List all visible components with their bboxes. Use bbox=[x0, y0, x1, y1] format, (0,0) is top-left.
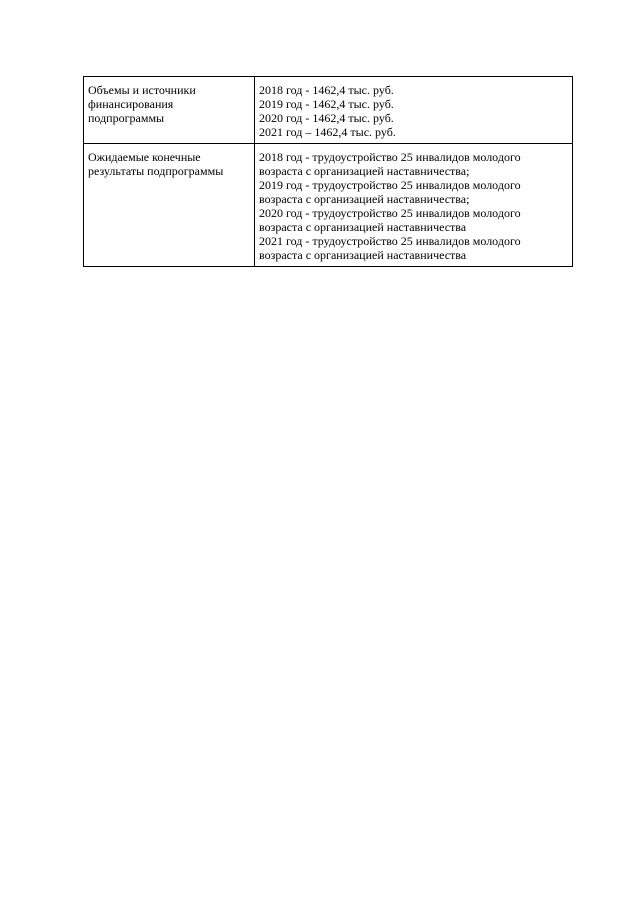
funding-label-cell bbox=[84, 77, 255, 144]
results-value-line: возраста с организацией наставничества; bbox=[259, 192, 470, 206]
results-value-line: возраста с организацией наставничества; bbox=[259, 164, 470, 178]
funding-value-cell bbox=[255, 77, 573, 144]
results-label-line: результаты подпрограммы bbox=[88, 164, 224, 178]
funding-value-line: 2018 год - 1462,4 тыс. руб. bbox=[259, 83, 394, 97]
subprogram-passport-table bbox=[83, 76, 573, 267]
funding-label-line: подпрограммы bbox=[88, 111, 165, 125]
results-value-line: возраста с организацией наставничества bbox=[259, 220, 467, 234]
funding-value-line: 2021 год – 1462,4 тыс. руб. bbox=[259, 125, 396, 139]
results-value-line: 2021 год - трудоустройство 25 инвалидов молодого bbox=[259, 234, 521, 248]
results-value-line: 2020 год - трудоустройство 25 инвалидов молодого bbox=[259, 206, 521, 220]
results-value-line: 2018 год - трудоустройство 25 инвалидов молодого bbox=[259, 150, 521, 164]
table-row-funding bbox=[84, 77, 573, 144]
results-label-line: Ожидаемые конечные bbox=[88, 150, 201, 164]
funding-label-line: Объемы и источники bbox=[88, 83, 196, 97]
results-value-line: возраста с организацией наставничества bbox=[259, 248, 467, 262]
funding-value-line: 2020 год - 1462,4 тыс. руб. bbox=[259, 111, 394, 125]
results-label-cell bbox=[84, 144, 255, 267]
table-row-results bbox=[84, 144, 573, 267]
results-value-cell bbox=[255, 144, 573, 267]
funding-value-line: 2019 год - 1462,4 тыс. руб. bbox=[259, 97, 394, 111]
results-value-line: 2019 год - трудоустройство 25 инвалидов молодого bbox=[259, 178, 521, 192]
funding-label-line: финансирования bbox=[88, 97, 174, 111]
